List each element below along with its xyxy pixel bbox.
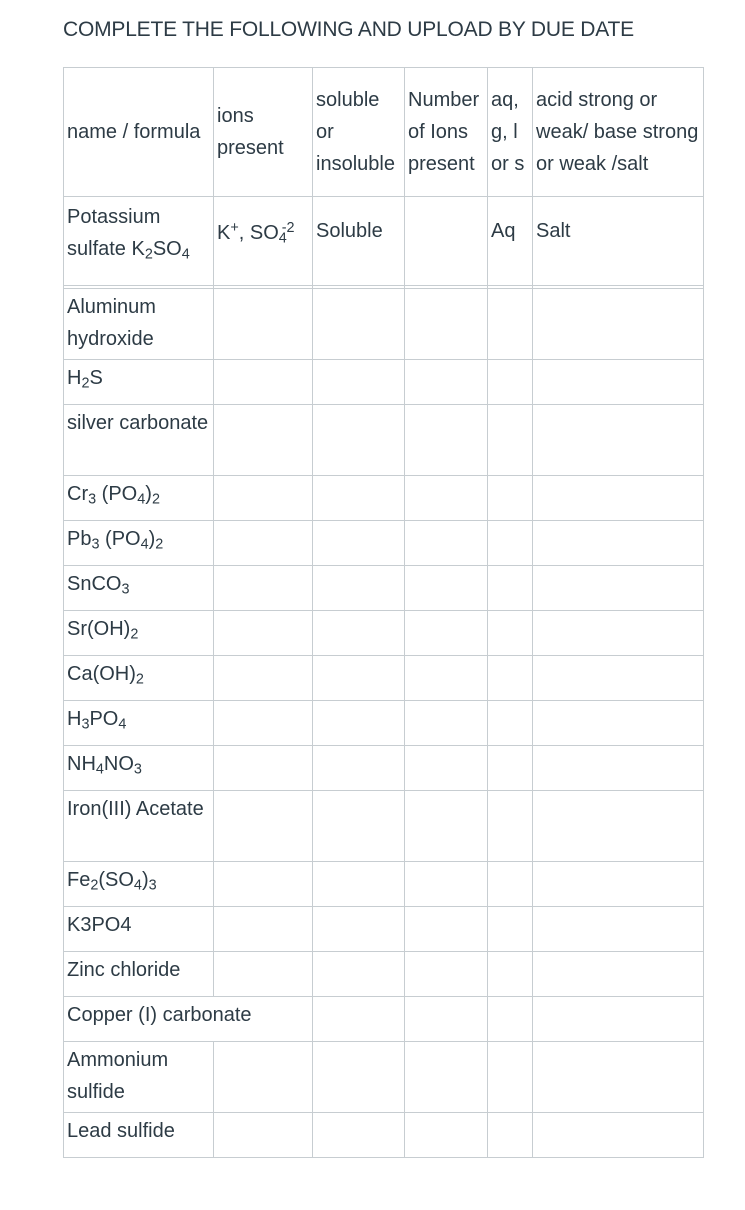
number-of-ions-cell[interactable] bbox=[405, 476, 488, 521]
header-ions: ions present bbox=[214, 68, 313, 197]
page-title: COMPLETE THE FOLLOWING AND UPLOAD BY DUE DATE bbox=[63, 18, 634, 41]
example-row bbox=[64, 197, 704, 286]
table-row bbox=[64, 289, 704, 360]
type-cell[interactable] bbox=[533, 566, 704, 611]
number-of-ions-cell[interactable] bbox=[405, 907, 488, 952]
solubility-cell[interactable] bbox=[313, 952, 405, 997]
table-row bbox=[64, 476, 704, 521]
solubility-cell[interactable] bbox=[313, 862, 405, 907]
ions-cell[interactable] bbox=[214, 611, 313, 656]
compound-name: $Pb_3$ $(PO_4)_2$ bbox=[64, 521, 214, 566]
state-cell[interactable] bbox=[488, 611, 533, 656]
header-type: acid strong or weak/ base strong or weak /salt bbox=[533, 68, 704, 197]
table-row bbox=[64, 952, 704, 997]
number-of-ions-cell[interactable] bbox=[405, 656, 488, 701]
table-row bbox=[64, 746, 704, 791]
example-state: Aq bbox=[488, 197, 533, 286]
type-cell[interactable] bbox=[533, 952, 704, 997]
state-cell[interactable] bbox=[488, 791, 533, 862]
solubility-cell[interactable] bbox=[313, 907, 405, 952]
table-row bbox=[64, 791, 704, 862]
ions-cell[interactable] bbox=[214, 1113, 313, 1158]
table-row bbox=[64, 611, 704, 656]
ions-cell[interactable] bbox=[214, 907, 313, 952]
header-name: name / formula bbox=[64, 68, 214, 197]
compound-name: $Cr_3$ $(PO_4)_2$ bbox=[64, 476, 214, 521]
compound-name: K3PO4 bbox=[64, 907, 214, 952]
ions-cell[interactable] bbox=[214, 656, 313, 701]
solubility-cell[interactable] bbox=[313, 997, 405, 1042]
compound-name: silver carbonate bbox=[64, 405, 214, 476]
state-cell[interactable] bbox=[488, 405, 533, 476]
number-of-ions-cell[interactable] bbox=[405, 997, 488, 1042]
ions-cell[interactable] bbox=[214, 405, 313, 476]
type-cell[interactable] bbox=[533, 907, 704, 952]
compound-name: Iron(III) Acetate bbox=[64, 791, 214, 862]
compound-name: $H_3PO_4$ bbox=[64, 701, 214, 746]
solubility-cell[interactable] bbox=[313, 566, 405, 611]
solubility-cell[interactable] bbox=[313, 1042, 405, 1113]
state-cell[interactable] bbox=[488, 1042, 533, 1113]
header-row bbox=[64, 68, 704, 197]
ions-cell[interactable] bbox=[214, 701, 313, 746]
solubility-cell[interactable] bbox=[313, 476, 405, 521]
example-number-of-ions bbox=[405, 197, 488, 286]
compound-name: $H_2S$ bbox=[64, 360, 214, 405]
solubility-cell[interactable] bbox=[313, 656, 405, 701]
number-of-ions-cell[interactable] bbox=[405, 1113, 488, 1158]
number-of-ions-cell[interactable] bbox=[405, 952, 488, 997]
number-of-ions-cell[interactable] bbox=[405, 521, 488, 566]
compound-name: Aluminum hydroxide bbox=[64, 289, 214, 360]
state-cell[interactable] bbox=[488, 521, 533, 566]
ions-cell[interactable] bbox=[214, 791, 313, 862]
number-of-ions-cell[interactable] bbox=[405, 360, 488, 405]
solubility-cell[interactable] bbox=[313, 611, 405, 656]
solubility-cell[interactable] bbox=[313, 289, 405, 360]
type-cell[interactable] bbox=[533, 289, 704, 360]
solubility-cell[interactable] bbox=[313, 701, 405, 746]
solubility-cell[interactable] bbox=[313, 746, 405, 791]
header-number-of-ions: Number of Ions present bbox=[405, 68, 488, 197]
number-of-ions-cell[interactable] bbox=[405, 566, 488, 611]
type-cell[interactable] bbox=[533, 1113, 704, 1158]
table-row bbox=[64, 862, 704, 907]
ions-cell[interactable] bbox=[214, 289, 313, 360]
number-of-ions-cell[interactable] bbox=[405, 791, 488, 862]
state-cell[interactable] bbox=[488, 476, 533, 521]
example-solubility: Soluble bbox=[313, 197, 405, 286]
ions-cell[interactable] bbox=[214, 746, 313, 791]
state-cell[interactable] bbox=[488, 997, 533, 1042]
number-of-ions-cell[interactable] bbox=[405, 611, 488, 656]
compound-name: Copper (I) carbonate bbox=[64, 997, 313, 1042]
number-of-ions-cell[interactable] bbox=[405, 1042, 488, 1113]
table-row bbox=[64, 566, 704, 611]
type-cell[interactable] bbox=[533, 746, 704, 791]
type-cell[interactable] bbox=[533, 405, 704, 476]
compound-name: $Fe_2(SO_4)_3$ bbox=[64, 862, 214, 907]
ions-cell[interactable] bbox=[214, 952, 313, 997]
example-name: Potassium sulfate $K_2SO_4$ bbox=[64, 197, 214, 286]
compound-name: $Sr(OH)_2$ bbox=[64, 611, 214, 656]
type-cell[interactable] bbox=[533, 476, 704, 521]
ions-cell[interactable] bbox=[214, 1042, 313, 1113]
number-of-ions-cell[interactable] bbox=[405, 862, 488, 907]
type-cell[interactable] bbox=[533, 360, 704, 405]
table-row bbox=[64, 701, 704, 746]
compound-name: Lead sulfide bbox=[64, 1113, 214, 1158]
chemistry-table bbox=[63, 67, 704, 1158]
table-row bbox=[64, 360, 704, 405]
state-cell[interactable] bbox=[488, 1113, 533, 1158]
header-state: aq, g, l or s bbox=[488, 68, 533, 197]
state-cell[interactable] bbox=[488, 289, 533, 360]
number-of-ions-cell[interactable] bbox=[405, 289, 488, 360]
table-row bbox=[64, 1113, 704, 1158]
state-cell[interactable] bbox=[488, 566, 533, 611]
solubility-cell[interactable] bbox=[313, 791, 405, 862]
number-of-ions-cell[interactable] bbox=[405, 746, 488, 791]
table-row bbox=[64, 521, 704, 566]
type-cell[interactable] bbox=[533, 791, 704, 862]
state-cell[interactable] bbox=[488, 907, 533, 952]
solubility-cell[interactable] bbox=[313, 1113, 405, 1158]
state-cell[interactable] bbox=[488, 952, 533, 997]
state-cell[interactable] bbox=[488, 360, 533, 405]
ions-cell[interactable] bbox=[214, 476, 313, 521]
state-cell[interactable] bbox=[488, 862, 533, 907]
ions-cell[interactable] bbox=[214, 521, 313, 566]
compound-name: Ammonium sulfide bbox=[64, 1042, 214, 1113]
number-of-ions-cell[interactable] bbox=[405, 405, 488, 476]
example-ions: K+, $SO_4^{-2}$ bbox=[214, 197, 313, 286]
ions-cell[interactable] bbox=[214, 360, 313, 405]
example-type: Salt bbox=[533, 197, 704, 286]
type-cell[interactable] bbox=[533, 701, 704, 746]
compound-name: $Ca(OH)_2$ bbox=[64, 656, 214, 701]
type-cell[interactable] bbox=[533, 611, 704, 656]
header-solubility: soluble or insoluble bbox=[313, 68, 405, 197]
number-of-ions-cell[interactable] bbox=[405, 701, 488, 746]
ions-cell[interactable] bbox=[214, 566, 313, 611]
table-row bbox=[64, 405, 704, 476]
table-row bbox=[64, 1042, 704, 1113]
type-cell[interactable] bbox=[533, 521, 704, 566]
state-cell[interactable] bbox=[488, 701, 533, 746]
type-cell[interactable] bbox=[533, 862, 704, 907]
type-cell[interactable] bbox=[533, 656, 704, 701]
type-cell[interactable] bbox=[533, 1042, 704, 1113]
state-cell[interactable] bbox=[488, 656, 533, 701]
state-cell[interactable] bbox=[488, 746, 533, 791]
compound-name: Zinc chloride bbox=[64, 952, 214, 997]
type-cell[interactable] bbox=[533, 997, 704, 1042]
compound-name: SnCO$_3$ bbox=[64, 566, 214, 611]
solubility-cell[interactable] bbox=[313, 521, 405, 566]
solubility-cell[interactable] bbox=[313, 405, 405, 476]
table-row bbox=[64, 656, 704, 701]
solubility-cell[interactable] bbox=[313, 360, 405, 405]
ions-cell[interactable] bbox=[214, 862, 313, 907]
table-row bbox=[64, 907, 704, 952]
compound-name: $NH_4NO_3$ bbox=[64, 746, 214, 791]
table-row bbox=[64, 997, 704, 1042]
